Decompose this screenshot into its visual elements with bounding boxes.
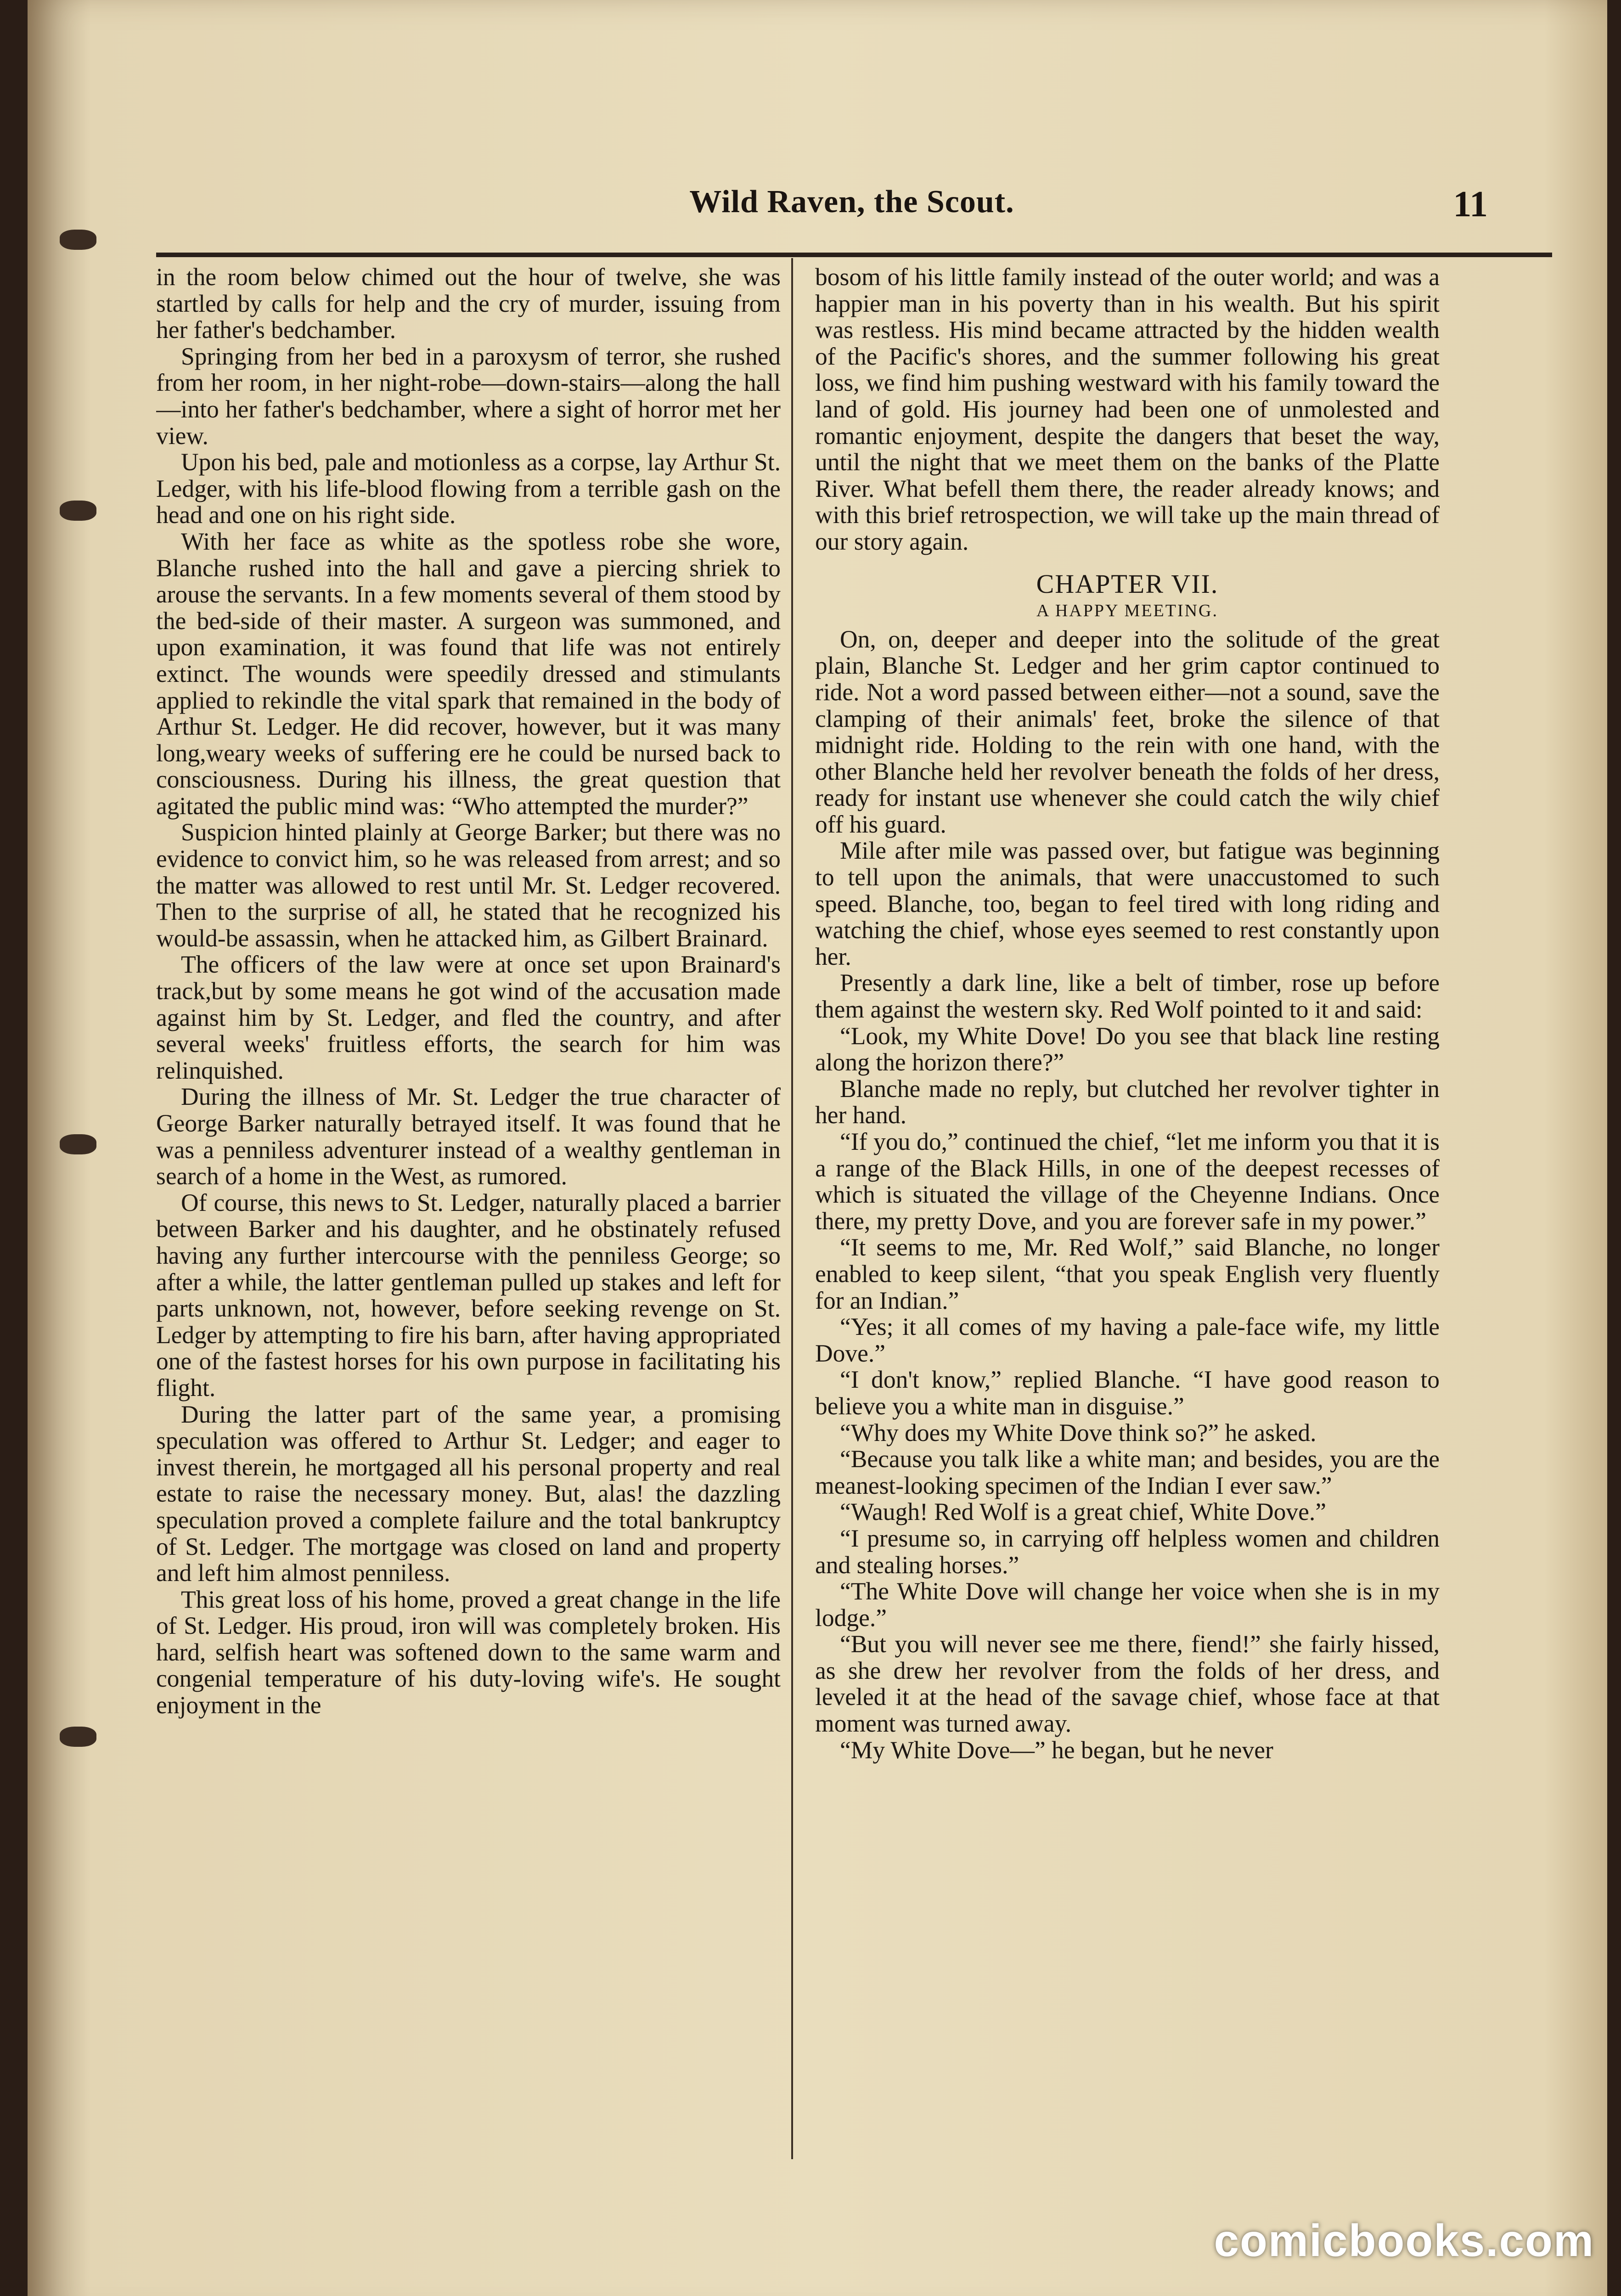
binding-stitch [60, 1727, 96, 1747]
binding-stitch [60, 1134, 96, 1154]
paragraph: “Waugh! Red Wolf is a great chief, White Dove.” [840, 1498, 1327, 1526]
paragraph: This great loss of his home, proved a great change in the life of St. Ledger. His proud, iron will was completely broken. His hard, selfish heart was softened down to the same warm and congenial temperature of his duty-loving wife's. He sought enjoyment in the [156, 1585, 781, 1719]
paragraph: Blanche made no reply, but clutched her revolver tighter in her hand. [815, 1075, 1440, 1129]
paragraph: Presently a dark line, like a belt of timber, rose up before them against the western sky. Red Wolf pointed to it and said: [815, 969, 1440, 1024]
paragraph: Of course, this news to St. Ledger, naturally placed a barrier between Barker and his daughter, and he obstinately refused having any further intercourse with the penniless George; so after a while, the latter gentleman pulled up stakes and left for parts unknown, not, however, before seeking revenge on St. Ledger by attempting to fire his barn, after having appropriated one of the fastest horses for his own purpose in facilitating his flight. [156, 1188, 781, 1401]
paragraph: “Yes; it all comes of my having a pale-face wife, my little Dove.” [815, 1313, 1440, 1367]
paragraph: Mile after mile was passed over, but fatigue was beginning to tell upon the animals, that were unaccustomed to such speed. Blanche, too, began to feel tired with long riding and watching the chief, whose eyes seemed to rest constantly upon her. [815, 837, 1440, 970]
paragraph: On, on, deeper and deeper into the solitude of the great plain, Blanche St. Ledger and her grim captor continued to ride. Not a word passed between either—not a sound, save the clamping of their animals' feet, broke the silence of that midnight ride. Holding to the rein with one hand, with the other Blanche held her revolver beneath the folds of her dress, ready for instant use whenever she could catch the wily chief off his guard. [815, 625, 1440, 838]
running-title: Wild Raven, the Scout. [689, 184, 1014, 219]
paragraph: Suspicion hinted plainly at George Barker; but there was no evidence to convict him, so he was released from arrest; and so the matter was allowed to rest until Mr. St. Ledger recovered. Then to the surprise of all, he stated that he recognized his would-be assassin, when he attacked him, as Gilbert Brainard. [156, 818, 781, 952]
watermark: comicbooks.com [1214, 2215, 1594, 2266]
paragraph: “If you do,” continued the chief, “let me inform you that it is a range of the Black Hills, in one of the deepest recesses of which is situated the village of the Cheyenne Indians. Once there, my pretty Dove, and you are forever safe in my power.” [815, 1128, 1440, 1235]
paragraph: During the illness of Mr. St. Ledger the true character of George Barker naturally betrayed itself. It was found that he was a penniless adventurer instead of a wealthy gentleman in search of a home in the West, as rumored. [156, 1083, 781, 1190]
page-number: 11 [1453, 184, 1488, 225]
header-rule [156, 253, 1552, 257]
paragraph: “Look, my White Dove! Do you see that black line resting along the horizon there?” [815, 1022, 1440, 1076]
binding-stitch [60, 230, 96, 250]
paragraph: bosom of his little family instead of the outer world; and was a happier man in his poverty than in his wealth. But his spirit was restless. His mind became attracted by the hidden wealth of the Pacific's shores, and the summer following his great loss, we find him pushing westward with his family toward the land of gold. His journey had been one of unmolested and romantic enjoyment, despite the dangers that beset the way, until the night that we meet them on the banks of the Platte River. What befell them there, the reader already knows; and with this brief retrospection, we will take up the main thread of our story again. [815, 264, 1440, 555]
paragraph: “I don't know,” replied Blanche. “I have good reason to believe you a white man in disguise.” [815, 1366, 1440, 1420]
paragraph: During the latter part of the same year, a promising speculation was offered to Arthur St. Ledger; and eager to invest therein, he mortgaged all his personal property and real estate to raise the necessary money. But, alas! the dazzling speculation proved a complete failure and the total bankruptcy of St. Ledger. The mortgage was closed on land and property and left him almost penniless. [156, 1400, 781, 1587]
left-column [156, 264, 781, 2161]
column-divider [791, 258, 793, 2159]
paragraph: The officers of the law were at once set upon Brainard's track,but by some means he got wind of the accusation made against him by St. Ledger, and fled the country, and after several weeks' fruitless efforts, the search for him was relinquished. [156, 951, 781, 1084]
paragraph: “I presume so, in carrying off helpless women and children and stealing horses.” [815, 1524, 1440, 1579]
chapter-title: CHAPTER VII. [1036, 568, 1219, 599]
paragraph: “Because you talk like a white man; and besides, you are the meanest-looking specimen of the Indian I ever saw.” [815, 1445, 1440, 1499]
paragraph: “It seems to me, Mr. Red Wolf,” said Blanche, no longer enabled to keep silent, “that you speak English very fluently for an Indian.” [815, 1233, 1440, 1314]
paragraph: “Why does my White Dove think so?” he asked. [840, 1418, 1317, 1446]
paragraph: With her face as white as the spotless robe she wore, Blanche rushed into the hall and gave a piercing shriek to arouse the servants. In a few moments several of them stood by the bed-side of their master. A surgeon was summoned, and upon examination, it was found that life was not entirely extinct. The wounds were speedily dressed and stimulants applied to rekindle the vital spark that remained in the body of Arthur St. Ledger. He did recover, however, but it was many long,weary weeks of suffering ere he could be nursed back to consciousness. During his illness, the great question that agitated the public mind was: “Who attempted the murder?” [156, 527, 781, 820]
chapter-subtitle: A HAPPY MEETING. [1036, 601, 1218, 621]
right-column [815, 264, 1440, 2161]
paragraph: “The White Dove will change her voice when she is in my lodge.” [815, 1577, 1440, 1632]
paragraph: Springing from her bed in a paroxysm of terror, she rushed from her room, in her night-robe—down-stairs—along the hall—into her father's bedchamber, where a sight of horror met her view. [156, 342, 781, 450]
paragraph: “But you will never see me there, fiend!” she fairly hissed, as she drew her revolver from the folds of her dress, and leveled it at the head of the savage chief, whose face at that moment was turned away. [815, 1630, 1440, 1738]
binding-stitch [60, 501, 96, 521]
paragraph: in the room below chimed out the hour of twelve, she was startled by calls for help and the cry of murder, issuing from her father's bedchamber. [156, 264, 781, 344]
paragraph: Upon his bed, pale and motionless as a corpse, lay Arthur St. Ledger, with his life-blood flowing from a terrible gash on the head and one on his right side. [156, 448, 781, 529]
paragraph: “My White Dove—” he began, but he never [840, 1736, 1273, 1764]
page-header [152, 184, 1552, 234]
